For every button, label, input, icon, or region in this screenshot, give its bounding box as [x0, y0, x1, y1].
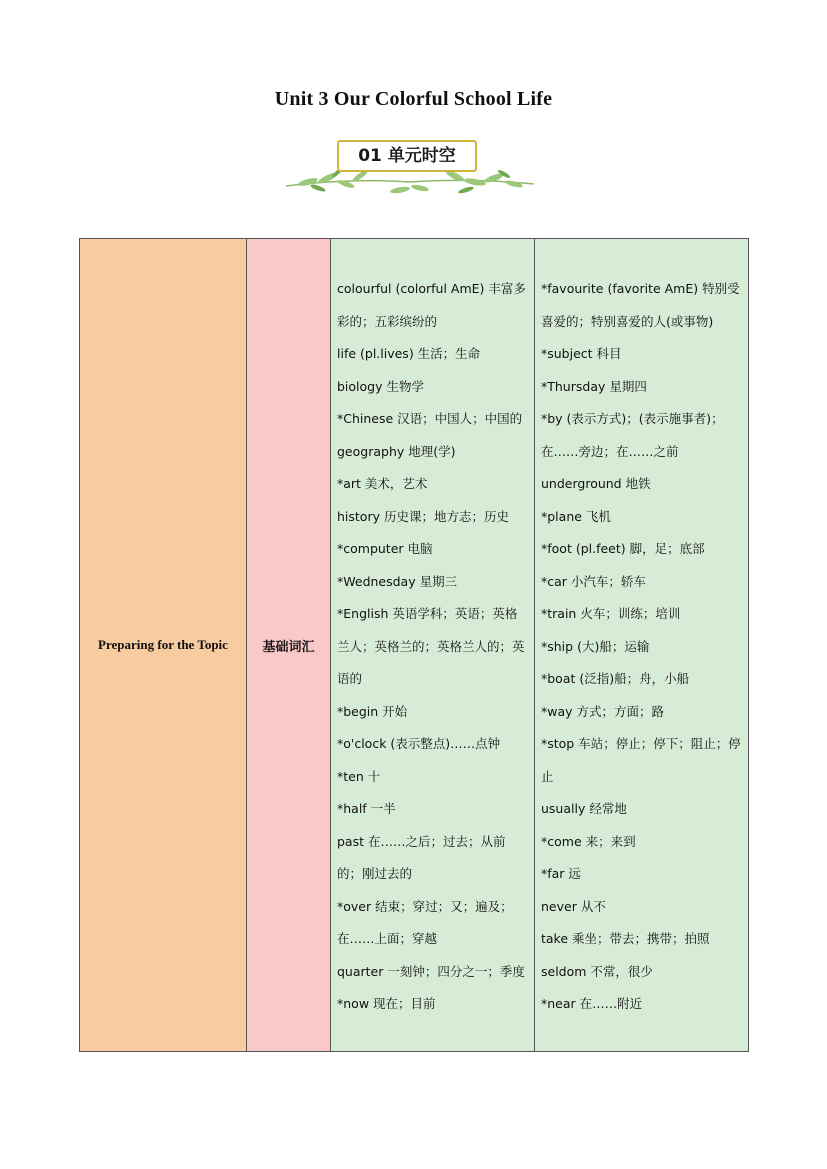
vocab-entry: quarter 一刻钟；四分之一；季度 [337, 963, 525, 979]
section-banner-label: 01 单元时空 [337, 140, 477, 172]
vocab-entry: *begin 开始 [337, 703, 408, 719]
vocab-entry: life (pl.lives) 生活；生命 [337, 346, 481, 362]
vocab-entry: *o'clock (表示整点)……点钟 [337, 736, 501, 752]
word-list-2 [535, 269, 748, 1021]
vocab-entry: *car 小汽车；轿车 [541, 573, 646, 589]
vocab-entry: *Chinese 汉语；中国人；中国的 [337, 411, 523, 427]
vocab-entry: *ten 十 [337, 768, 381, 784]
vocab-entry: geography 地理(学) [337, 443, 456, 459]
word-column-1 [331, 239, 535, 1052]
section-banner [280, 138, 540, 200]
vocab-entry: *subject 科目 [541, 346, 622, 362]
vocab-entry: history 历史课；地方志；历史 [337, 508, 509, 524]
word-column-2 [535, 239, 749, 1052]
vocab-entry: *now 现在；目前 [337, 996, 436, 1012]
vocab-entry: *train 火车；训练；培训 [541, 606, 681, 622]
page-title: Unit 3 Our Colorful School Life [274, 88, 553, 110]
vocab-entry: colourful (colorful AmE) 丰富多彩的；五彩缤纷的 [337, 281, 526, 329]
vocab-entry: *stop 车站；停止；停下；阻止；停止 [541, 736, 741, 784]
vocab-entry: *art 美术，艺术 [337, 476, 428, 492]
vocab-entry: underground 地铁 [541, 476, 651, 492]
vocab-entry: *half 一半 [337, 801, 396, 817]
vocab-entry: never 从不 [541, 898, 606, 914]
vocab-entry: *Wednesday 星期三 [337, 573, 458, 589]
vocab-entry: *way 方式；方面；路 [541, 703, 665, 719]
vocab-entry: *far 远 [541, 866, 581, 882]
table-row [80, 239, 749, 1052]
vocab-entry: *by (表示方式)；(表示施事者)；在……旁边；在……之前 [541, 411, 724, 459]
vocab-entry: *plane 飞机 [541, 508, 611, 524]
vocab-entry: take 乘坐；带去；携带；拍照 [541, 931, 710, 947]
vocab-entry: *Thursday 星期四 [541, 378, 647, 394]
category-cell: 基础词汇 [247, 239, 331, 1052]
vocab-entry: usually 经常地 [541, 801, 627, 817]
vocab-entry: *ship (大)船；运输 [541, 638, 650, 654]
topic-cell: Preparing for the Topic [80, 239, 247, 1052]
vocab-entry: *favourite (favorite AmE) 特别受喜爱的；特别喜爱的人(或事物) [541, 281, 740, 329]
vocab-entry: past 在……之后；过去；从前的；刚过去的 [337, 833, 506, 882]
vocab-entry: *near 在……附近 [541, 996, 643, 1012]
vocab-entry: *English 英语学科；英语；英格兰人；英格兰的；英格兰人的；英语的 [337, 606, 525, 687]
vocab-entry: *over 结束；穿过；又；遍及；在……上面；穿越 [337, 898, 513, 947]
vocab-entry: *computer 电脑 [337, 541, 433, 557]
vocab-entry: seldom 不常，很少 [541, 963, 653, 979]
vocab-entry: *come 来；来到 [541, 833, 636, 849]
vocab-entry: *boat (泛指)船；舟，小船 [541, 671, 690, 687]
vocab-entry: *foot (pl.feet) 脚，足；底部 [541, 541, 705, 557]
word-list-1 [331, 269, 534, 1021]
vocabulary-table [79, 238, 749, 1052]
vocab-entry: biology 生物学 [337, 378, 424, 394]
